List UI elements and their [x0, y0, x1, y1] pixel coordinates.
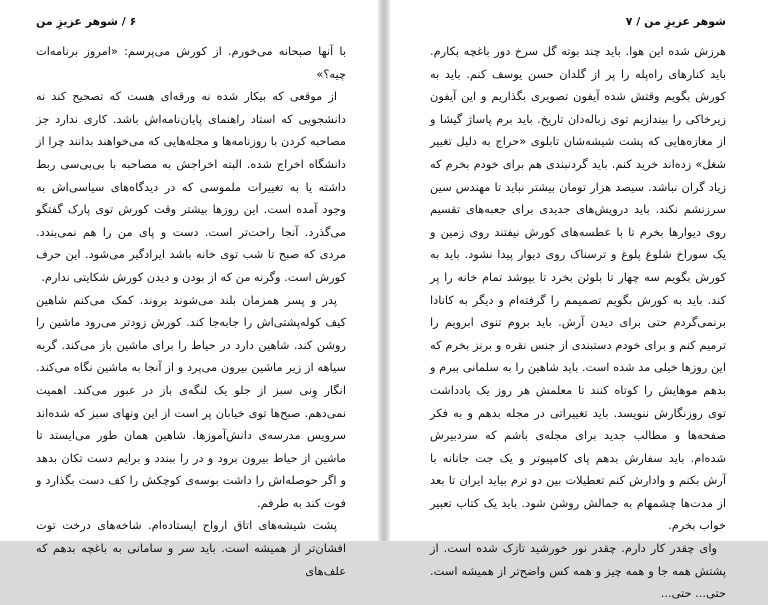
paragraph: وای چقدر کار دارم. چقدر نور خورشید تازک شده است. از پشتش همه جا و همه چیز و همه کس واضح‌تر از همیشه است. حتی... حتی...: [430, 541, 726, 601]
paragraph: پشت شیشه‌های اتاق ارواح ایستاده‌ام. شاخه‌های درخت توت افشان‌تر از همیشه است. باید سر و سامانی به باغچه بدهم که علف‌های: [36, 518, 346, 578]
page-body: [430, 40, 726, 605]
paragraph: هرزش شده این هوا. باید چند بوته گل سرخ دور باغچه بکارم. باید کنارهای راه‌پله را پر از گلدان حسن یوسف کنم. باید به کورش بگویم وقتش شده آیفون تصویری بگذاریم و این آیفون زیرخاکی را بیندازیم توی زباله‌دان تاریخ. باید برم پاساژ گیشا و از مغازه‌هایی که پشت شیشه‌شان تابلوی «حراج به دلیل تغییر شغل» زده‌اند خرید کنم. باید گردنبندی هم برای خودم بخرم که زیاد گران نباشد. سیصد هزار تومان بیشتر نباید تا مهندس سین سرزنشم نکند. باید درویش‌های جدیدی برای جعبه‌های تقسیم روی دیوارها بخرم تا با عطسه‌های کورش نیفتند روی زمین و یک سوراخ شلوغ پلوغ و ترسناک روی دیوار پیدا نشود. باید به کورش بگویم سه چهار تا بلوئن بخرد تا بپوشد تمام خانه را پر کند. باید به کورش بگویم تصمیمم را گرفته‌ام و دیگر به کانادا برنمی‌گردم حتی برای دیدن آرش. باید بروم تنوی ابرویم را ترمیم کنم و برای خودم دستبندی از جنس نقره و برنز بخرم که این روزها خیلی مد شده است. باید شاهین را به سلمانی ببرم و بدهم موهایش را کوتاه کنند تا معلمش هر روز یک یادداشت توی روزنگارش ننویسد. باید تغییراتی در مجله بدهم و به فکر صفحه‌ها و مطالب جدید برای مجله‌ی باشم که سردبیرش شده‌ام. باید سفارش بدهم پای کامپیوتر و یک جت جانانه با آرش بکنم و وادارش کنم تعطیلات بین دو ترم بیاید ایران تا بعد از مدت‌ها چشمهام به جمالش روشن شود. باید یک کتاب تعبیر خواب بخرم.: [430, 44, 726, 533]
paragraph: از موقعی که بیکار شده نه ورقه‌ای هست که تصحیح کند نه دانشجویی که استاد راهنمای پایان‌نامه‌اش باشد. کاری ندارد جز مصاحبه کردن با روزنامه‌ها و مجله‌هایی که می‌خواهند بدانند چرا از دانشگاه اخراج شده. البته اخراجش به مصاحبه با بی‌بی‌سی ربط داشته یا به تغییرات ملموسی که در دیدگاه‌های سیاسی‌اش به وجود آمده است. این روزها بیشتر وقت کورش توی پارک گفتگو می‌گذرد. آنجا راحت‌تر است. دست و پای من را هم نمی‌بندد. مردی که صبح تا شب توی خانه باشد ایرادگیر می‌شود. این حرف کورش است. وگرنه من که از بودن و دیدن کورش شکایتی ندارم.: [36, 89, 346, 284]
left-page: [0, 0, 378, 578]
page-header: شوهر عزیزِ من / ۷: [625, 15, 726, 28]
page-header: ۶ / شوهر عزیزِ من: [36, 15, 137, 28]
paragraph: پدر و پسر همزمان بلند می‌شوند بروند. کمک می‌کنم شاهین کیف کوله‌پشتی‌اش را جابه‌جا کند. کورش زودتر می‌رود ماشین را روشن کند. شاهین دارد در حیاط را برای ماشین باز می‌کند. گربه سیاهه از زیر ماشین بیرون می‌پرد و از آنجا به ماشین نگاه می‌کند. انگار وِنی سبز از جلو یک لنگه‌ی باز در عبور می‌کند. اهمیت نمی‌دهم. صبح‌ها توی خیابان پر است از این ونهای سبز که شده‌اند سرویس مدرسه‌ی دانش‌آموزها. شاهین همان طور می‌ایستد تا ماشین از حیاط بیرون برود و در را ببندد و برایم دست تکان بدهد و اگر حوصله‌اش را داشت بوسه‌ی کوچکش را کف دست بگذارد و فوت کند به طرفم.: [36, 292, 346, 510]
paragraph: با آنها صبحانه می‌خورم. از کورش می‌پرسم: «امروز برنامه‌ات چیه؟»: [36, 44, 346, 81]
right-page: [390, 0, 768, 601]
book-gutter: [378, 0, 390, 541]
page-body: [36, 40, 346, 582]
